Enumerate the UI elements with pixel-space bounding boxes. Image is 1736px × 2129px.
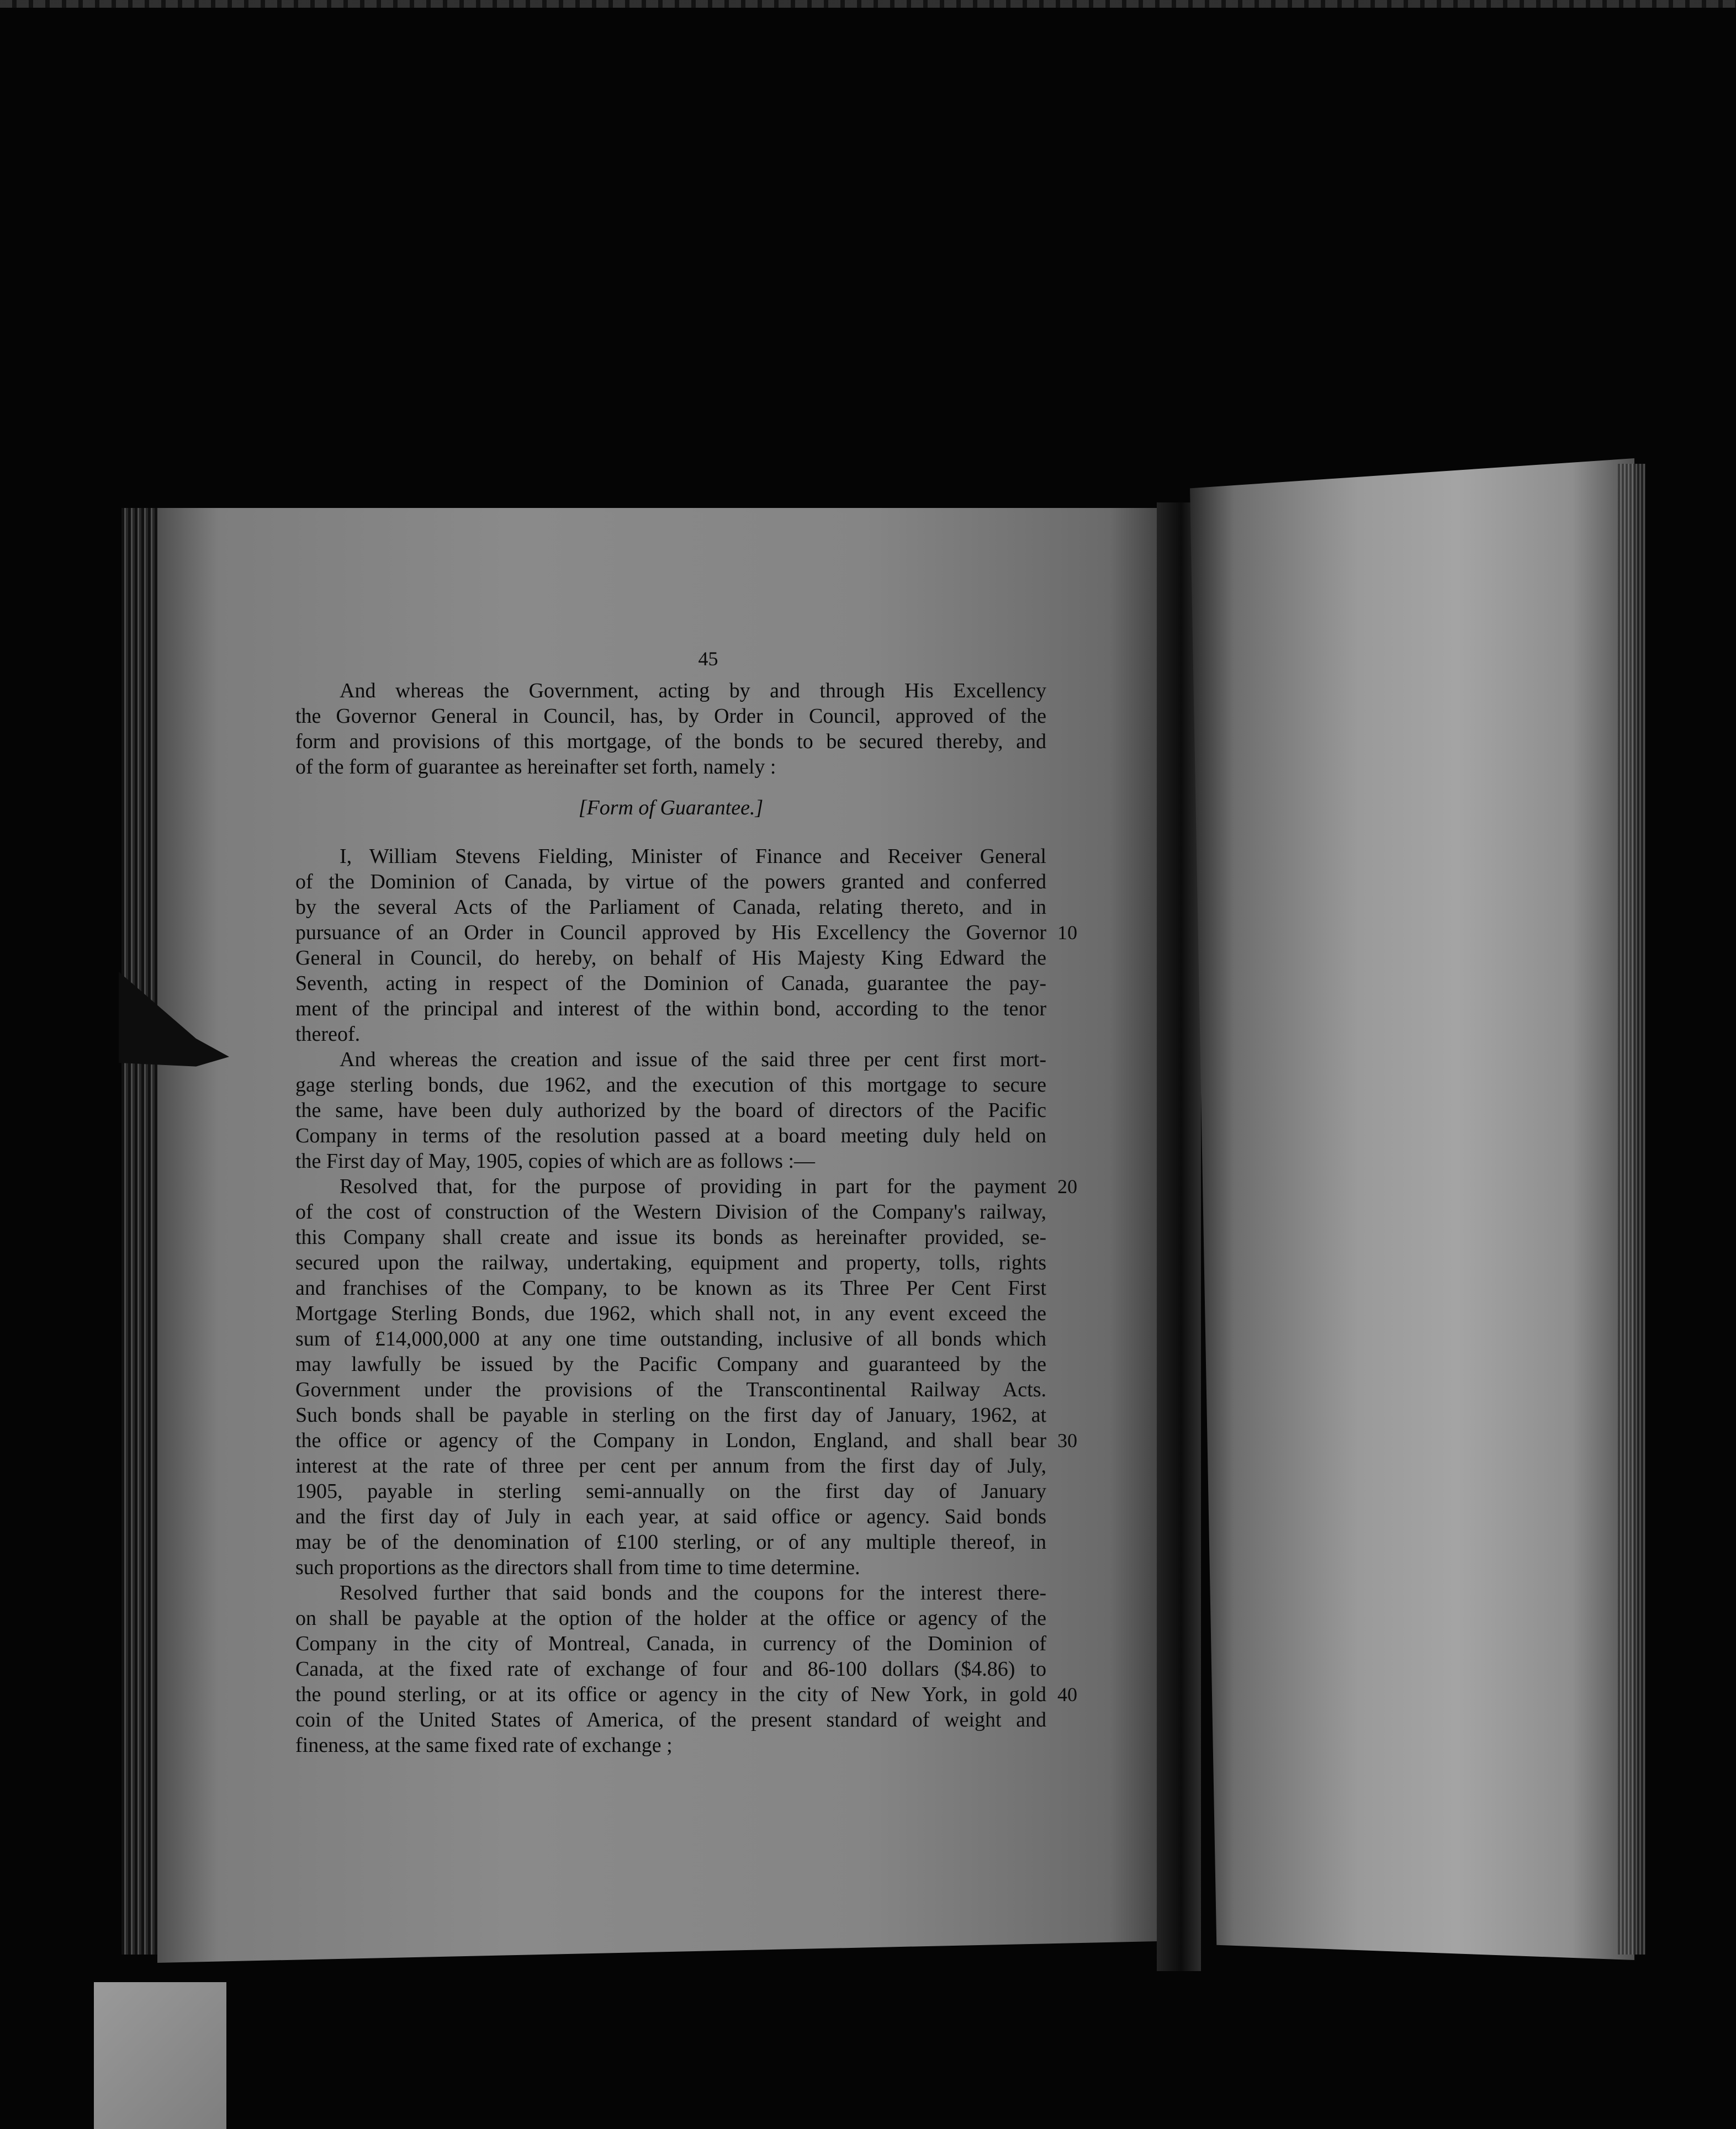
line-text: form and provisions of this mortgage, of the bonds to be secured thereby, and — [295, 730, 1046, 753]
text-line — [295, 1225, 1046, 1250]
line-text: the pound sterling, or at its office or agency in the city of New York, in gold — [295, 1683, 1046, 1706]
line-text: Government under the provisions of the Transcontinental Railway Acts. — [295, 1378, 1046, 1401]
text-line — [295, 920, 1077, 945]
line-text: may be of the denomination of £100 sterling, or of any multiple thereof, in — [295, 1530, 1046, 1554]
text-line — [295, 1555, 1046, 1580]
line-text: And whereas the Government, acting by and through His Excellency — [340, 679, 1046, 702]
text-line — [295, 678, 1046, 703]
text-line — [295, 1479, 1046, 1504]
line-text: Company in terms of the resolution passed at a board meeting duly held on — [295, 1124, 1046, 1147]
text-line — [295, 1326, 1046, 1352]
text-line — [295, 1072, 1046, 1098]
margin-line-number: 30 — [1057, 1429, 1077, 1452]
text-line — [295, 1250, 1046, 1275]
text-line — [295, 1529, 1046, 1555]
text-line — [295, 1352, 1046, 1377]
text-line — [295, 1174, 1077, 1199]
text-line — [295, 754, 1046, 780]
text-line — [295, 1504, 1046, 1529]
text-line — [295, 1148, 1046, 1174]
text-line — [295, 996, 1046, 1021]
line-text: fineness, at the same fixed rate of exchange ; — [295, 1734, 673, 1757]
right-page — [1190, 458, 1634, 1960]
text-line — [295, 1301, 1046, 1326]
text-line — [295, 1733, 1046, 1758]
line-text: sum of £14,000,000 at any one time outstanding, inclusive of all bonds which — [295, 1327, 1046, 1351]
line-text: and the first day of July in each year, at said office or agency. Said bonds — [295, 1505, 1046, 1528]
line-text: on shall be payable at the option of the holder at the office or agency of the — [295, 1607, 1046, 1630]
margin-line-number: 10 — [1057, 921, 1077, 944]
text-line — [295, 1707, 1046, 1733]
right-page-edge — [1618, 464, 1645, 1955]
text-line — [295, 729, 1046, 754]
line-text: of the Dominion of Canada, by virtue of the powers granted and conferred — [295, 870, 1046, 893]
line-text: of the cost of construction of the Western Division of the Company's railway, — [295, 1200, 1046, 1224]
line-text: the same, have been duly authorized by the board of directors of the Pacific — [295, 1099, 1046, 1122]
line-text: and franchises of the Company, to be known as its Three Per Cent First — [295, 1277, 1046, 1300]
line-text: General in Council, do hereby, on behalf of His Majesty King Edward the — [295, 946, 1046, 970]
line-text: of the form of guarantee as hereinafter set forth, namely : — [295, 755, 776, 778]
line-text: Resolved further that said bonds and the coupons for the interest there- — [340, 1581, 1046, 1604]
text-line — [295, 1428, 1077, 1453]
text-line — [295, 1047, 1046, 1072]
text-line — [295, 945, 1046, 971]
line-text: Company in the city of Montreal, Canada, in currency of the Dominion of — [295, 1632, 1046, 1655]
line-text: ment of the principal and interest of the within bond, according to the tenor — [295, 997, 1046, 1020]
line-text: this Company shall create and issue its bonds as hereinafter provided, se- — [295, 1226, 1046, 1249]
text-line — [295, 894, 1046, 920]
text-line — [295, 1656, 1046, 1682]
resolutions-body — [295, 1047, 1121, 1758]
text-line — [295, 971, 1046, 996]
margin-line-number: 40 — [1057, 1683, 1077, 1706]
page-number: 45 — [698, 648, 718, 670]
line-text: thereof. — [295, 1023, 361, 1046]
page-text — [295, 646, 1121, 1758]
film-edge — [0, 0, 1736, 8]
line-text: I, William Stevens Fielding, Minister of Finance and Receiver General — [340, 845, 1046, 868]
text-line — [295, 1123, 1046, 1148]
line-text: such proportions as the directors shall from time to time determine. — [295, 1556, 860, 1579]
text-line — [295, 1377, 1046, 1402]
line-text: gage sterling bonds, due 1962, and the execution of this mortgage to secure — [295, 1073, 1046, 1097]
line-text: the office or agency of the Company in London, England, and shall bear — [295, 1429, 1046, 1452]
text-line — [295, 1606, 1046, 1631]
guarantee-paragraph — [295, 844, 1121, 1047]
paper-tab — [94, 1982, 226, 2129]
form-of-guarantee-heading: [Form of Guarantee.] — [578, 796, 764, 819]
line-text: coin of the United States of America, of the present standard of weight and — [295, 1708, 1046, 1731]
margin-line-number: 20 — [1057, 1175, 1077, 1198]
line-text: interest at the rate of three per cent per annum from the first day of July, — [295, 1454, 1046, 1477]
text-line — [295, 1453, 1046, 1479]
text-line — [295, 1682, 1077, 1707]
text-line — [295, 703, 1046, 729]
line-text: may lawfully be issued by the Pacific Company and guaranteed by the — [295, 1353, 1046, 1376]
line-text: Such bonds shall be payable in sterling on the first day of January, 1962, at — [295, 1404, 1046, 1427]
line-text: Seventh, acting in respect of the Dominion of Canada, guarantee the pay- — [295, 972, 1046, 995]
line-text: the First day of May, 1905, copies of which are as follows :— — [295, 1150, 816, 1173]
line-text: 1905, payable in sterling semi-annually on the first day of January — [295, 1480, 1046, 1503]
text-line — [295, 1199, 1046, 1225]
text-line — [295, 1631, 1046, 1656]
line-text: Resolved that, for the purpose of providing in part for the payment — [340, 1175, 1046, 1198]
text-line — [295, 1098, 1046, 1123]
text-line — [295, 869, 1046, 894]
text-line — [295, 844, 1046, 869]
line-text: by the several Acts of the Parliament of Canada, relating thereto, and in — [295, 896, 1046, 919]
line-text: And whereas the creation and issue of the said three per cent first mort- — [340, 1048, 1046, 1071]
line-text: the Governor General in Council, has, by Order in Council, approved of the — [295, 705, 1046, 728]
line-text: pursuance of an Order in Council approved by His Excellency the Governor — [295, 921, 1046, 944]
text-line — [295, 1021, 1046, 1047]
paragraph-whereas-government — [295, 678, 1121, 780]
text-line — [295, 1275, 1046, 1301]
text-line — [295, 1402, 1046, 1428]
line-text: Mortgage Sterling Bonds, due 1962, which shall not, in any event exceed the — [295, 1302, 1046, 1325]
text-line — [295, 1580, 1046, 1606]
line-text: Canada, at the fixed rate of exchange of four and 86-100 dollars ($4.86) to — [295, 1657, 1046, 1681]
line-text: secured upon the railway, undertaking, equipment and property, tolls, rights — [295, 1251, 1046, 1274]
